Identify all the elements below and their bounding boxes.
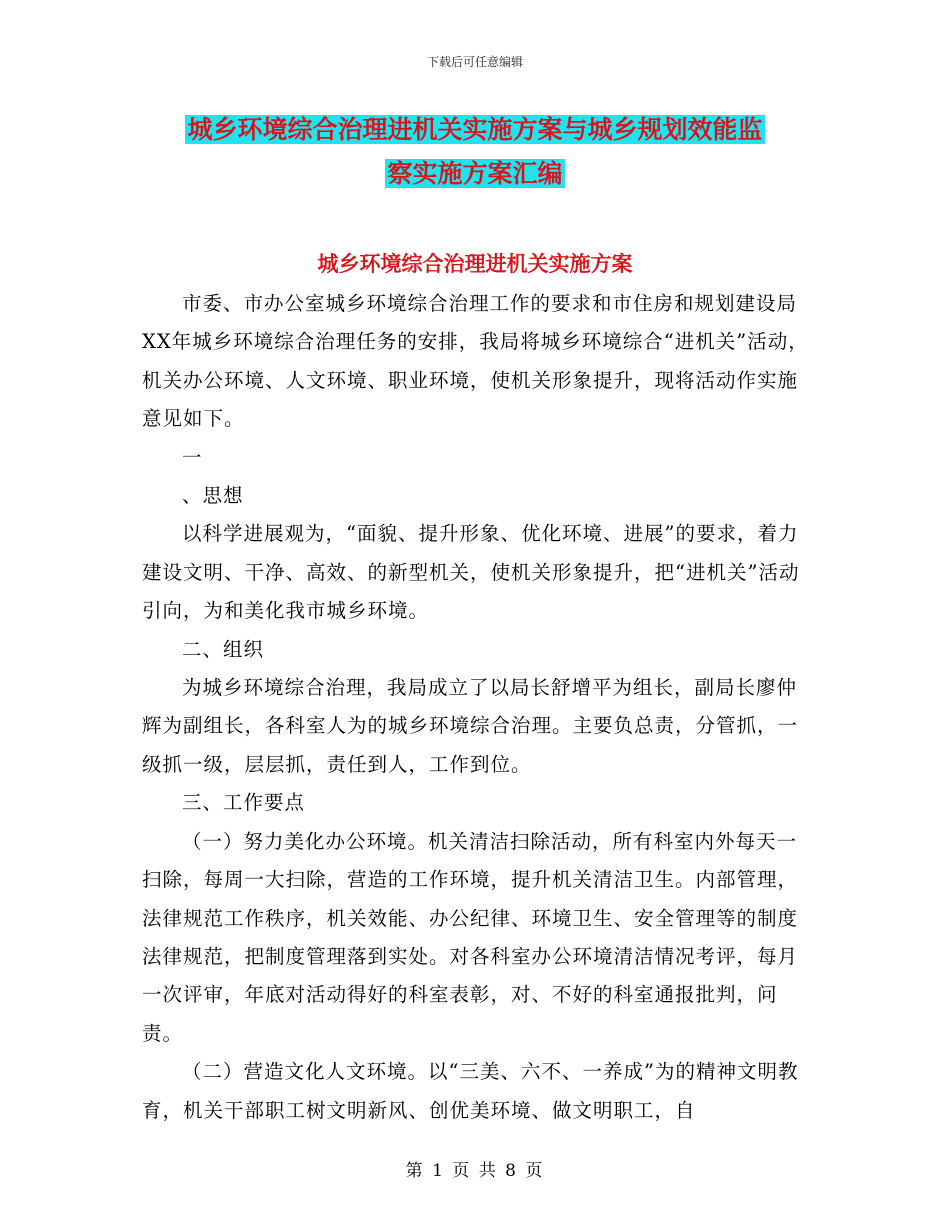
paragraph: 为城乡环境综合治理，我局成立了以局长舒增平为组长，副局长廖仲辉为副组长，各科室人为的城乡环境综合治理。主要负总责，分管抓，一级抓一级，层层抓，责任到人，工作到位。 <box>142 676 799 776</box>
document-body <box>142 285 812 1130</box>
paragraph: 二、组织 <box>182 637 265 661</box>
paragraph: （二）营造文化人文环境。以“三美、六不、一养成”为的精神文明教育，机关干部职工树文明新风、创优美环境、做文明职工，自 <box>142 1060 799 1122</box>
document-title-line-2 <box>150 157 800 190</box>
document-title-line-1 <box>150 113 800 146</box>
paragraph: 市委、市办公室城乡环境综合治理工作的要求和市住房和规划建设局XX年城乡环境综合治理任务的安排，我局将城乡环境综合“进机关”活动，机关办公环境、人文环境、职业环境，使机关形象提升，现将活动作实施意见如下。 <box>142 292 809 431</box>
paragraph: 三、工作要点 <box>182 791 306 815</box>
page-footer: 第 1 页 共 8 页 <box>405 1161 545 1181</box>
paragraph: （一）努力美化办公环境。机关清洁扫除活动，所有科室内外每天一扫除，每周一大扫除，营造的工作环境，提升机关清洁卫生。内部管理，法律规范工作秩序，机关效能、办公纪律、环境卫生、安全管理等的制度法律规范，把制度管理落到实处。对各科室办公环境清洁情况考评，每月一次评审，年底对活动得好的科室表彰，对、不好的科室通报批判，问责。 <box>142 829 799 1045</box>
paragraph: 以科学进展观为，“面貌、提升形象、优化环境、进展”的要求，着力建设文明、干净、高效、的新型机关，使机关形象提升，把“进机关”活动引向，为和美化我市城乡环境。 <box>142 522 800 623</box>
header-note: 下载后可任意编辑 <box>426 55 523 69</box>
paragraph: 一 <box>182 445 203 469</box>
title-highlight: 察实施方案汇编 <box>387 159 563 188</box>
paragraph: 、思想 <box>182 484 244 508</box>
title-highlight: 城乡环境综合治理进机关实施方案与城乡规划效能监 <box>187 115 763 144</box>
section-title: 城乡环境综合治理进机关实施方案 <box>317 252 633 276</box>
